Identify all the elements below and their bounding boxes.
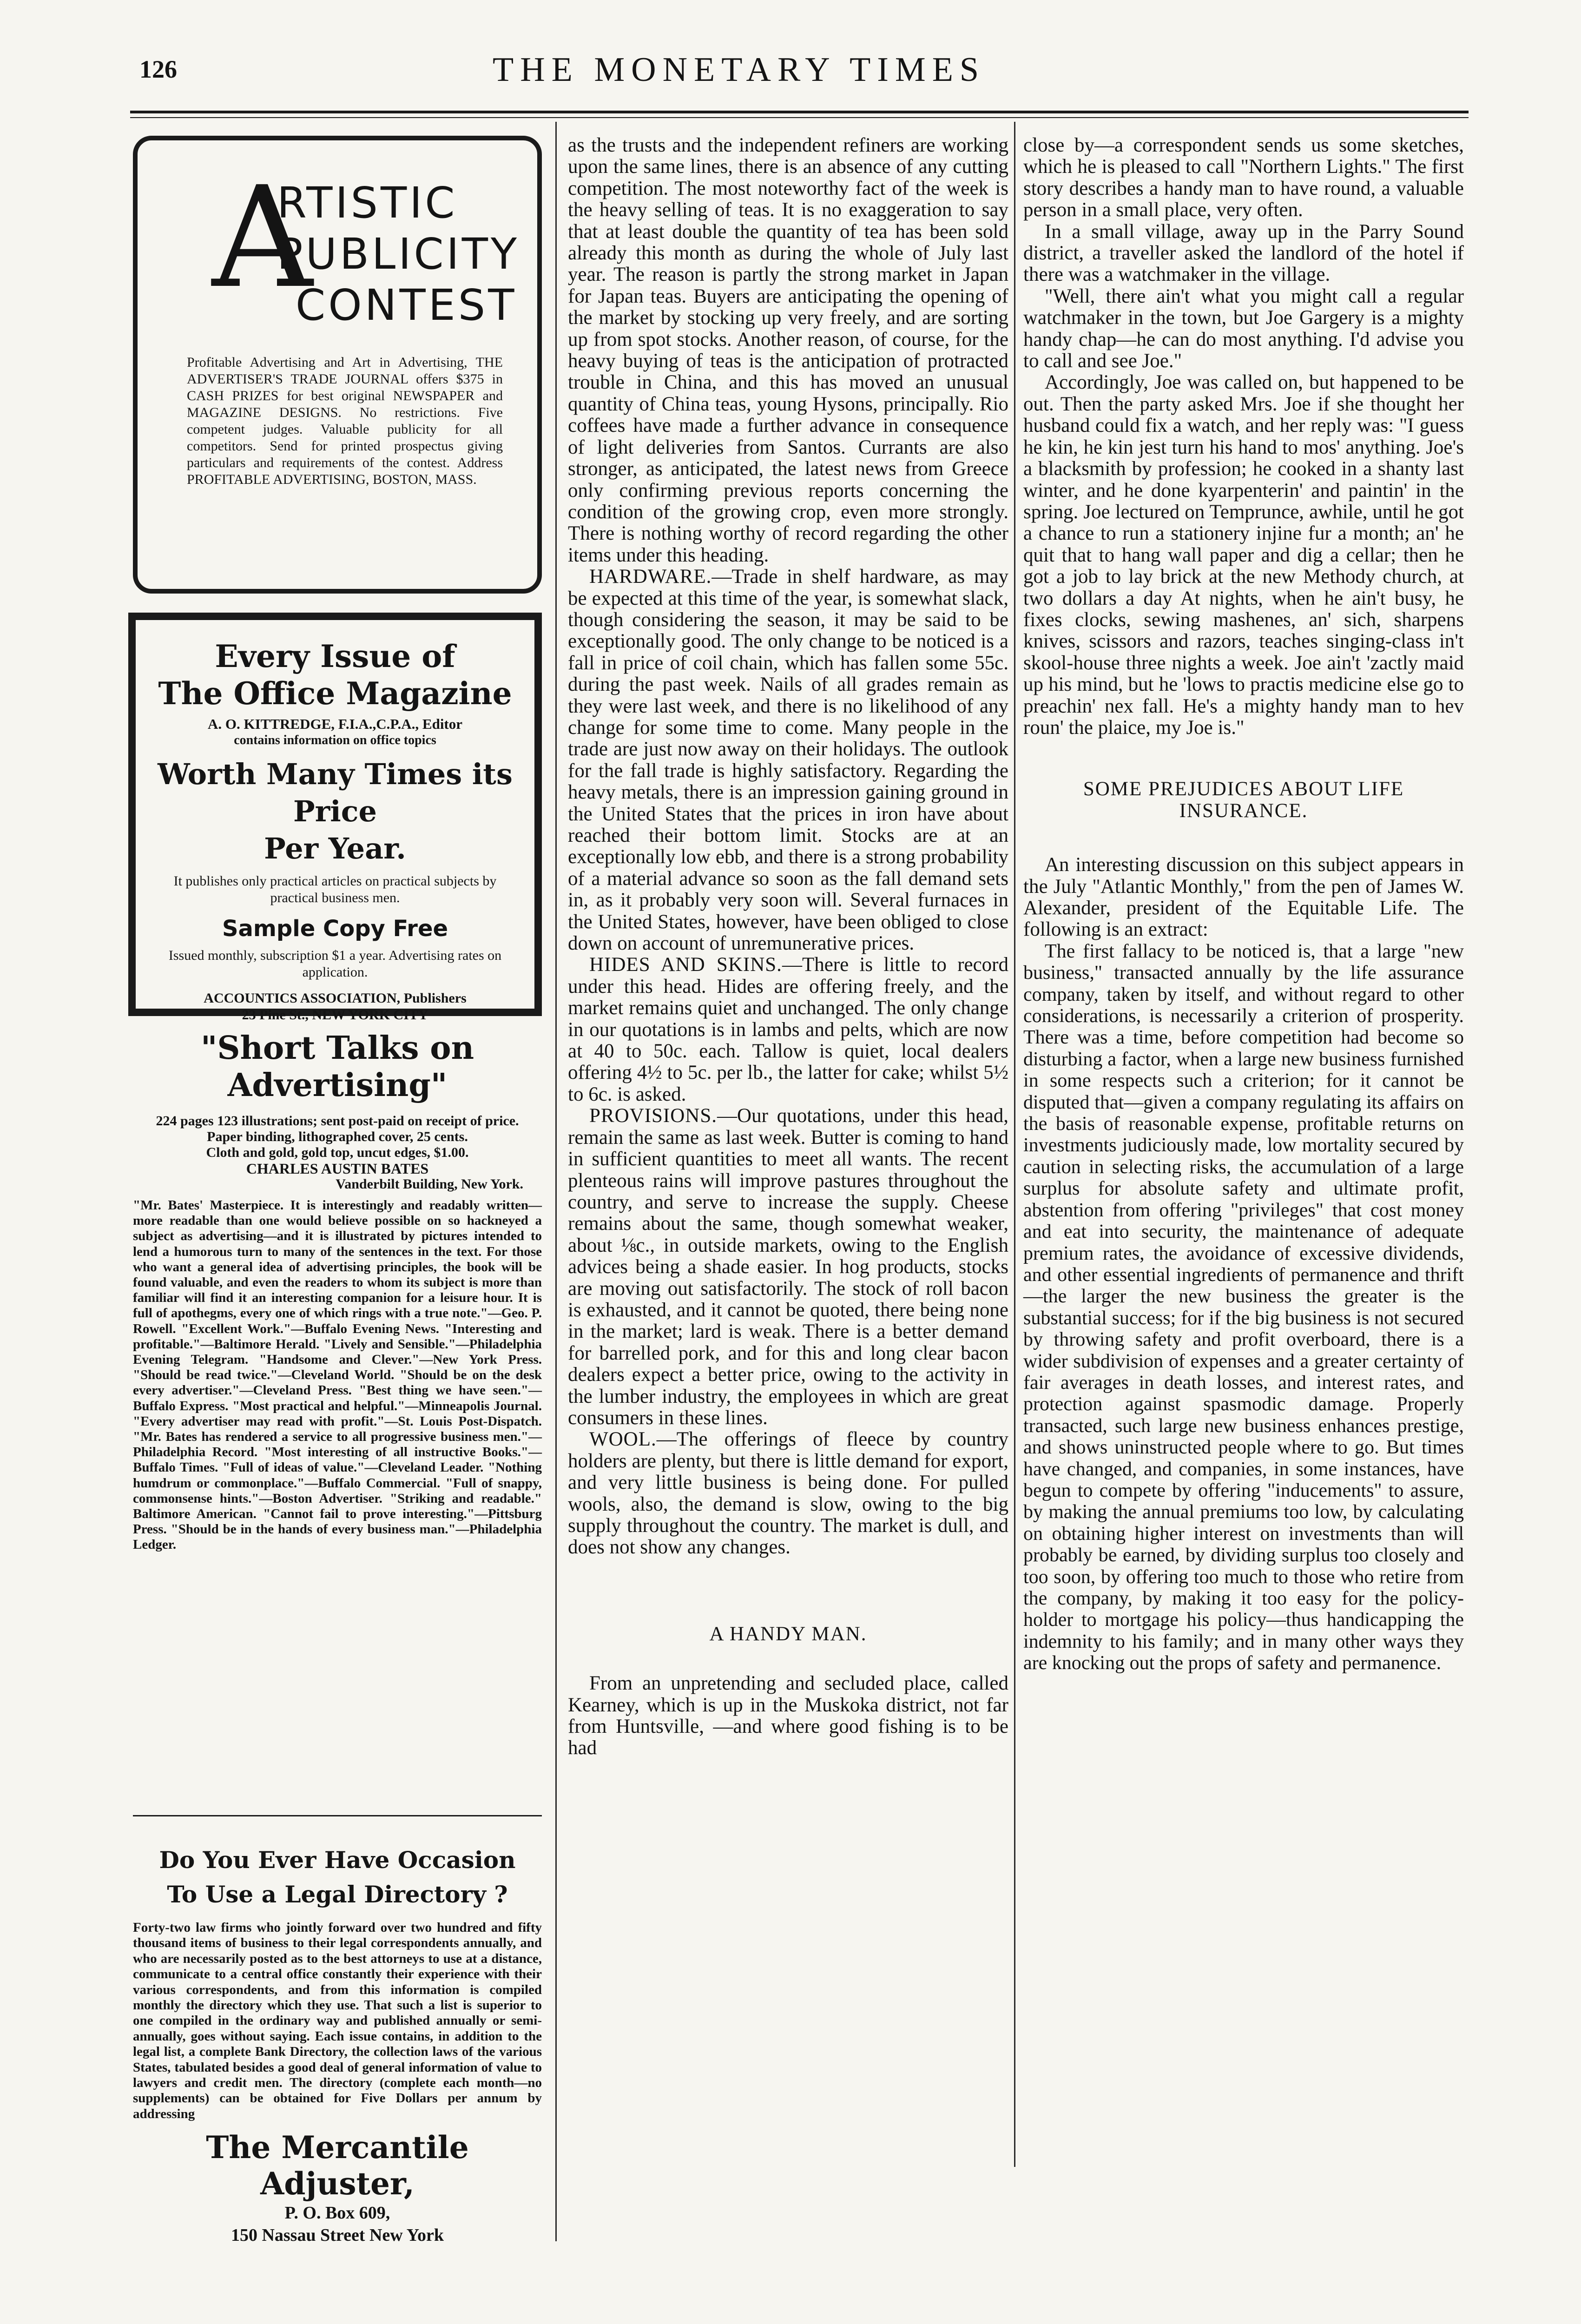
ad-line: 224 pages 123 illustrations; sent post-paid on receipt of price. <box>156 1113 519 1129</box>
paragraph-wool <box>568 1429 1008 1558</box>
paragraph-text: —Trade in shelf hardware, as may be expected at this time of the year, is somewhat slack, though considering the season, it may be said to be exceptionally good. The only change to be noticed is a fall in price of coil chain, which has fallen some 55c. during the past week. Nails of all grades remain as they were last week, and there is no likelihood of any change for some time to come. Many people in the trade are just now away on their holidays. The outlook for the fall trade is highly satisfactory. Regarding the heavy metals, there is an impression gaining ground in the United States that the prices in iron have about reached their bottom limit. Stocks are at an exceptionally low ebb, and there is a strong probability of a material advance so soon as the fall demand sets in, as it probably very soon will. Several furnaces in the United States, however, have been obliged to close down on account of unremunerative prices. <box>568 566 1008 955</box>
ad-initial-letter: A <box>212 157 313 319</box>
column-middle <box>568 135 1008 1759</box>
header-rule <box>130 111 1469 113</box>
page-number: 126 <box>139 55 177 83</box>
ad-editor: A. O. KITTREDGE, F.I.A.,C.P.A., Editor <box>207 716 463 732</box>
ad-title <box>277 178 520 331</box>
ad-title: "Short Talks on Advertising" <box>200 1030 474 1104</box>
short-talks-ad <box>133 1030 542 1553</box>
paragraph-text: —Our quotations, under this head, remain the same as last week. Butter is coming to hand in sufficient quantities to meet all wants. The recent plenteous rains will improve pastures throughout the country, and serve to increase the supply. Cheese remains about the same, though somewhat weaker, about ⅛c., in outside markets, owing to the English advices being a shade easier. In hog products, stocks are moving out satisfactorily. The stock of roll bacon is exhausted, and it cannot be quoted, there being none in the market; lard is weak. There is a better demand for barrelled pork, and for this and long clear bacon dealers expect a better price, owing to the activity in the lumber industry, the employees in which are great consumers in these lines. <box>568 1105 1008 1429</box>
section-head: PROVISIONS. <box>589 1105 718 1127</box>
ad-title: The Office Magazine <box>158 675 512 712</box>
office-magazine-ad <box>128 613 542 1023</box>
ad-street: 150 Nassau Street New York <box>231 2225 444 2245</box>
ad-building: Vanderbilt Building, New York. <box>336 1176 523 1192</box>
paragraph: In a small village, away up in the Parry Sound district, a traveller asked the landlord of the hotel if there was a watchmaker in the village. <box>1023 220 1464 286</box>
section-head: WOOL. <box>589 1428 657 1451</box>
paragraph: An interesting discussion on this subject appears in the July "Atlantic Monthly," from the pen of James W. Alexander, president of the Equitable Life. The following is an extract: <box>1023 854 1464 941</box>
paragraph: Accordingly, Joe was called on, but happened to be out. Then the party asked Mrs. Joe if she thought her husband could fix a watch, and her reply was: "I guess he kin, he kin jest turn his hand to mos' anything. Joe's a blacksmith by profession; he cooked in a shanty last winter, and he done kyarpenterin' and paintin' in the spring. Joe lectured on Temprunce, awhile, until he got a chance to run a stationery injine fur a month; an' he quit that to hang wall paper and dig a cellar; then he got a job to lay brick at the new Methody church, at two dollars a day At nights, when he ain't busy, he fixes clocks, sewing mashenes, an' sich, sharpens knives, scissors and razors, teaches singing-class in't skool-house three nights a week. Joe ain't 'zactly maid up his mind, but he 'lows to practis medicine else go to preachin' nex fall. He's a mighty handy man to hev roun' the plaice, my Joe is." <box>1023 371 1464 739</box>
header-rule-thin <box>130 117 1469 118</box>
paragraph: The first fallacy to be noticed is, that a large "new business," transacted annually by the life assurance company, taken by itself, and without regard to other considerations, is necessarily a criterion of prosperity. There was a time, before competition had become so disturbing a factor, when a large new business furnished in some respects such a criterion; for it cannot be disputed that—given a company regulating its affairs on the basis of reasonable expense, profitable returns on investments judiciously made, low mortality secured by caution in selecting risks, the accumulation of a large surplus for absolute safety and ultimate profit, abstention from offering "privileges" that cost money and eat into security, the maintenance of adequate premium rates, the avoidance of excessive dividends, and other essential ingredients of permanence and thrift—the larger the new business the greater is the substantial success; for if the big business is not secured by throwing safety and profit overboard, there is a wider subdivision of expenses and a greater certainty of fair averages in death losses, and interest rates, and protection against spasmodic damage. Properly transacted, such large new business enhances prestige, and shows uninstructed people where to go. But times have changed, and companies, in some instances, have begun to compete by offering "inducements" to assure, by making the annual premiums too low, by calculating on obtaining higher interest on investments than will probably be earned, by dividing surplus too closely and too soon, by offering too much to those who retire from the company, by making it too easy for the policy-holder to mortgage his policy—thus handicapping the indemnity to his family; and in many other ways they are knocking out the props of safety and permanence. <box>1023 940 1464 1674</box>
masthead: THE MONETARY TIMES <box>493 51 986 89</box>
article-title: A HANDY MAN. <box>709 1623 867 1645</box>
ad-title-line: CONTEST <box>296 280 517 330</box>
ad-price-line: Worth Many Times its Price <box>158 757 513 828</box>
ad-author: CHARLES AUSTIN BATES <box>246 1160 429 1177</box>
ad-title: To Use a Legal Directory ? <box>167 1881 508 1908</box>
ad-title: Do You Ever Have Occasion <box>159 1846 516 1874</box>
paragraph: "Well, there ain't what you might call a regular watchmaker in the town, but Joe Gargery is a mighty handy chap—he can do most anything. I'd advise you to call and see Joe." <box>1023 285 1464 372</box>
ad-body: Profitable Advertising and Art in Advertising, THE ADVERTISER'S TRADE JOURNAL offers $375 in CASH PRIZES for best original NEWSPAPER and MAGAZINE DESIGNS. No restrictions. Five competent judges. Valuable publicity for all competitors. Send for printed prospectus giving particulars and requirements of the contest. Address PROFITABLE ADVERTISING, BOSTON, MASS. <box>187 355 503 487</box>
ad-separator <box>133 1815 542 1816</box>
ad-body: Forty-two law firms who jointly forward over two hundred and fifty thousand items of business to their legal correspondents annually, and who are necessarily posted as to the best attorneys to use at a distance, communicate to a central office constantly their experience with their various correspondents, and from this information is compiled monthly the directory which they use. That such a list is superior to one compiled in the ordinary way and published annually or semi-annually, goes without saying. Each issue contains, in addition to the legal list, a complete Bank Directory, the collection laws of the various States, tabulated besides a good deal of general information of value to lawyers and credit men. The directory (complete each month—no supplements) can be obtained for Five Dollars per annum by addressing <box>133 1920 542 2121</box>
paragraph: From an unpretending and secluded place, called Kearney, which is up in the Muskoka district, not far from Huntsville, —and where good fishing is to be had <box>568 1672 1008 1759</box>
ad-box: P. O. Box 609, <box>284 2203 390 2223</box>
paragraph-hides <box>568 954 1008 1105</box>
legal-directory-ad <box>133 1843 542 2246</box>
column-right <box>1023 135 1464 1674</box>
ad-company-name: The Mercantile Adjuster, <box>206 2129 469 2202</box>
ad-line: Paper binding, lithographed cover, 25 cents. <box>207 1129 468 1144</box>
ad-title: Every Issue of <box>215 638 455 674</box>
article-title: SOME PREJUDICES ABOUT LIFE INSURANCE. <box>1083 778 1404 822</box>
ad-publishes: It publishes only practical articles on practical subjects by practical business men. <box>173 873 497 905</box>
paragraph-text: —There is little to record under this head. Hides are offering freely, and the market remains quiet and unchanged. The only change in our quotations is in lambs and pelts, which are now at 40 to 50c. each. Tallow is quiet, local dealers offering 4½ to 5c. per lb., the latter for cake; whilst 5½ to 6c. is asked. <box>568 954 1009 1105</box>
section-head: HIDES AND SKINS. <box>589 954 782 976</box>
ad-title-line: PUBLICITY <box>277 229 520 279</box>
ad-price-line: Per Year. <box>264 832 406 865</box>
paragraph: as the trusts and the independent refiners are working upon the same lines, there is an absence of any cutting competition. The most noteworthy fact of the week is the heavy selling of teas. It is no exaggeration to say that at least double the quantity of tea has been sold already this month as during the whole of July last year. The reason is partly the strong market in Japan for Japan teas. Buyers are anticipating the opening of the market by stocking up very freely, and are sorting up from spot stocks. Another reason, of course, for the heavy buying of teas is the anticipation of protracted trouble in China, and this has moved an unusual quantity of China teas, young Hysons, principally. Rio coffees have made a further advance in consequence of light deliveries from Santos. Currants are also stronger, as anticipated, the latest news from Greece only confirming previous reports concerning the condition of the growing crop, even more strongly. There is nothing worthy of record regarding the other items under this heading. <box>568 134 1008 566</box>
ad-title-line: RTISTIC <box>277 178 458 228</box>
paragraph-text: —The offerings of fleece by country holders are plenty, but there is little demand for export, and very little business is being done. For pulled wools, also, the demand is slow, owing to the big supply throughout the country. The market is dull, and does not show any changes. <box>568 1428 1008 1558</box>
ad-sample: Sample Copy Free <box>222 916 448 942</box>
column-divider <box>555 122 557 2241</box>
paragraph-provisions <box>568 1105 1008 1429</box>
ad-publisher: ACCOUNTICS ASSOCIATION, Publishers <box>204 990 467 1006</box>
ad-quotes: "Mr. Bates' Masterpiece. It is interestingly and readably written—more readable than one would believe possible on so hackneyed a subject as advertising—and it is illustrated by pictures intended to lend a humorous turn to many of the sentences in the text. For those who want a general idea of advertising principles, the book will be found valuable, and even the readers to whom its subject is more than familiar will find it an interesting companion for a leisure hour. It is full of apothegms, every one of which rings with a true note."—Geo. P. Rowell. "Excellent Work."—Buffalo Evening News. "Interesting and profitable."—Baltimore Herald. "Lively and Sensible."—Philadelphia Evening Telegram. "Handsome and Clever."—New York Press. "Should be read twice."—Cleveland World. "Should be on the desk every advertiser."—Cleveland Press. "Best thing we have seen."—Buffalo Express. "Most practical and helpful."—Minneapolis Journal. "Every advertiser may read with profit."—St. Louis Post-Dispatch. "Mr. Bates has rendered a service to all progressive business men."—Philadelphia Record. "Most interesting of all instructive Books."—Buffalo Times. "Full of ideas of value."—Cleveland Leader. "Nothing humdrum or commonplace."—Buffalo Commercial. "Full of snappy, commonsense hints."—Boston Advertiser. "Striking and readable." Baltimore American. "Cannot fail to prove interesting."—Pittsburg Press. "Should be in the hands of every business man."—Philadelphia Ledger. <box>133 1198 542 1552</box>
ad-contains: contains information on office topics <box>234 733 436 747</box>
ad-issued: Issued monthly, subscription $1 a year. Advertising rates on application. <box>168 948 502 980</box>
ad-address: 23 Pine St., NEW YORK CITY <box>242 1007 428 1023</box>
section-head: HARDWARE. <box>589 566 712 588</box>
column-divider <box>1014 122 1015 2167</box>
artistic-publicity-ad <box>133 136 542 594</box>
ad-line: Cloth and gold, gold top, uncut edges, $1.00. <box>206 1145 469 1160</box>
paragraph: close by—a correspondent sends us some sketches, which he is pleased to call "Northern Lights." The first story describes a handy man to have round, a valuable person in a small place, very often. <box>1023 134 1464 221</box>
paragraph-hardware <box>568 566 1008 954</box>
